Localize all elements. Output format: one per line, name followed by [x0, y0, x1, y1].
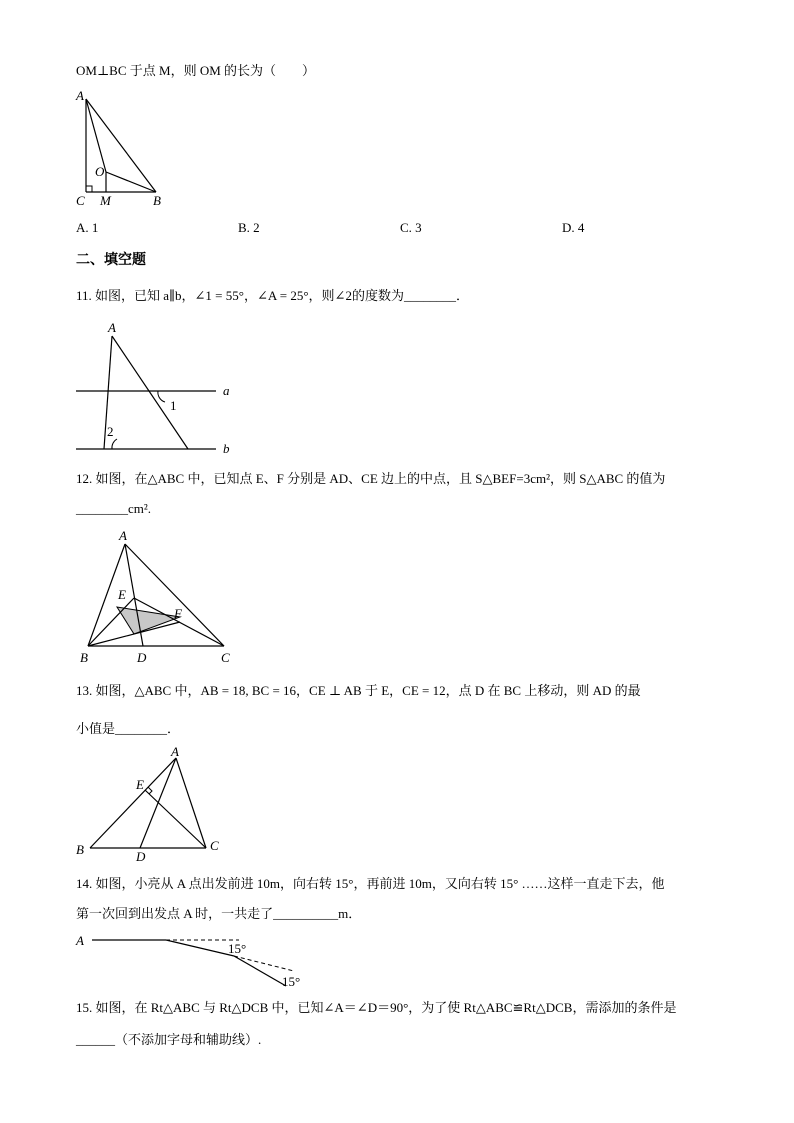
q15-stem-2: ______（不添加字母和辅助线）.: [76, 1032, 262, 1047]
q12-label-D: D: [137, 650, 147, 665]
q13-label-E: E: [136, 777, 144, 792]
q10-option-b[interactable]: B. 2: [238, 220, 260, 235]
q13-stem-2: 小值是________．: [76, 721, 181, 736]
q11-stem: 11. 如图，已知 a∥b，∠1 = 55°，∠A = 25°，则∠2的度数为________．: [76, 288, 469, 303]
q12-label-C: C: [221, 650, 230, 665]
q10-label-C: C: [76, 193, 85, 208]
q13-label-C: C: [210, 838, 219, 853]
q12-label-B: B: [80, 650, 88, 665]
q11-label-2: 2: [107, 424, 114, 439]
q14-label-angle1: 15°: [228, 941, 247, 956]
q12-stem: 12. 如图，在△ABC 中，已知点 E、F 分别是 AD、CE 边上的中点，且 S△BEF=3cm²，则 S△ABC 的值为: [76, 471, 666, 486]
q10-stem-tail: OM⊥BC 于点 M，则 OM 的长为（ ）: [76, 63, 316, 78]
q11-label-A: A: [108, 320, 116, 335]
q12-stem-2: ________cm².: [76, 501, 152, 516]
q11-figure: [74, 318, 244, 458]
q11-label-1: 1: [170, 398, 177, 413]
q13-figure: [74, 744, 234, 869]
q12-label-E: E: [118, 587, 126, 602]
section-title: 二、填空题: [76, 251, 146, 267]
q10-option-a[interactable]: A. 1: [76, 220, 99, 235]
q12-figure: [76, 526, 241, 666]
q13-label-A: A: [171, 744, 179, 759]
q13-label-D: D: [136, 849, 146, 864]
q14-label-A: A: [76, 933, 84, 948]
q11-label-a: a: [223, 383, 230, 398]
q13-label-B: B: [76, 842, 84, 857]
q10-label-B: B: [153, 193, 161, 208]
q14-figure: [74, 926, 324, 996]
q13-stem: 13. 如图，△ABC 中，AB = 18, BC = 16，CE ⊥ AB 于 E，CE = 12，点 D 在 BC 上移动，则 AD 的最: [76, 683, 641, 698]
q14-label-angle2: 15°: [282, 974, 301, 989]
q12-label-A: A: [119, 528, 127, 543]
q10-option-d[interactable]: D. 4: [562, 220, 585, 235]
q15-stem: 15. 如图，在 Rt△ABC 与 Rt△DCB 中，已知∠A＝∠D＝90°，为了使 Rt△ABC≌Rt△DCB，需添加的条件是: [76, 1000, 677, 1015]
q14-stem-2: 第一次回到出发点 A 时，一共走了__________m．: [76, 906, 362, 921]
q10-option-c[interactable]: C. 3: [400, 220, 422, 235]
q11-label-b: b: [223, 441, 230, 456]
q10-label-O: O: [95, 164, 105, 179]
q14-stem: 14. 如图，小亮从 A 点出发前进 10m，向右转 15°，再前进 10m，又向右转 15° ……这样一直走下去，他: [76, 876, 665, 891]
q10-figure: [70, 88, 180, 213]
q10-label-A: A: [76, 88, 84, 103]
q10-label-M: M: [100, 193, 111, 208]
q12-label-F: F: [174, 606, 182, 621]
